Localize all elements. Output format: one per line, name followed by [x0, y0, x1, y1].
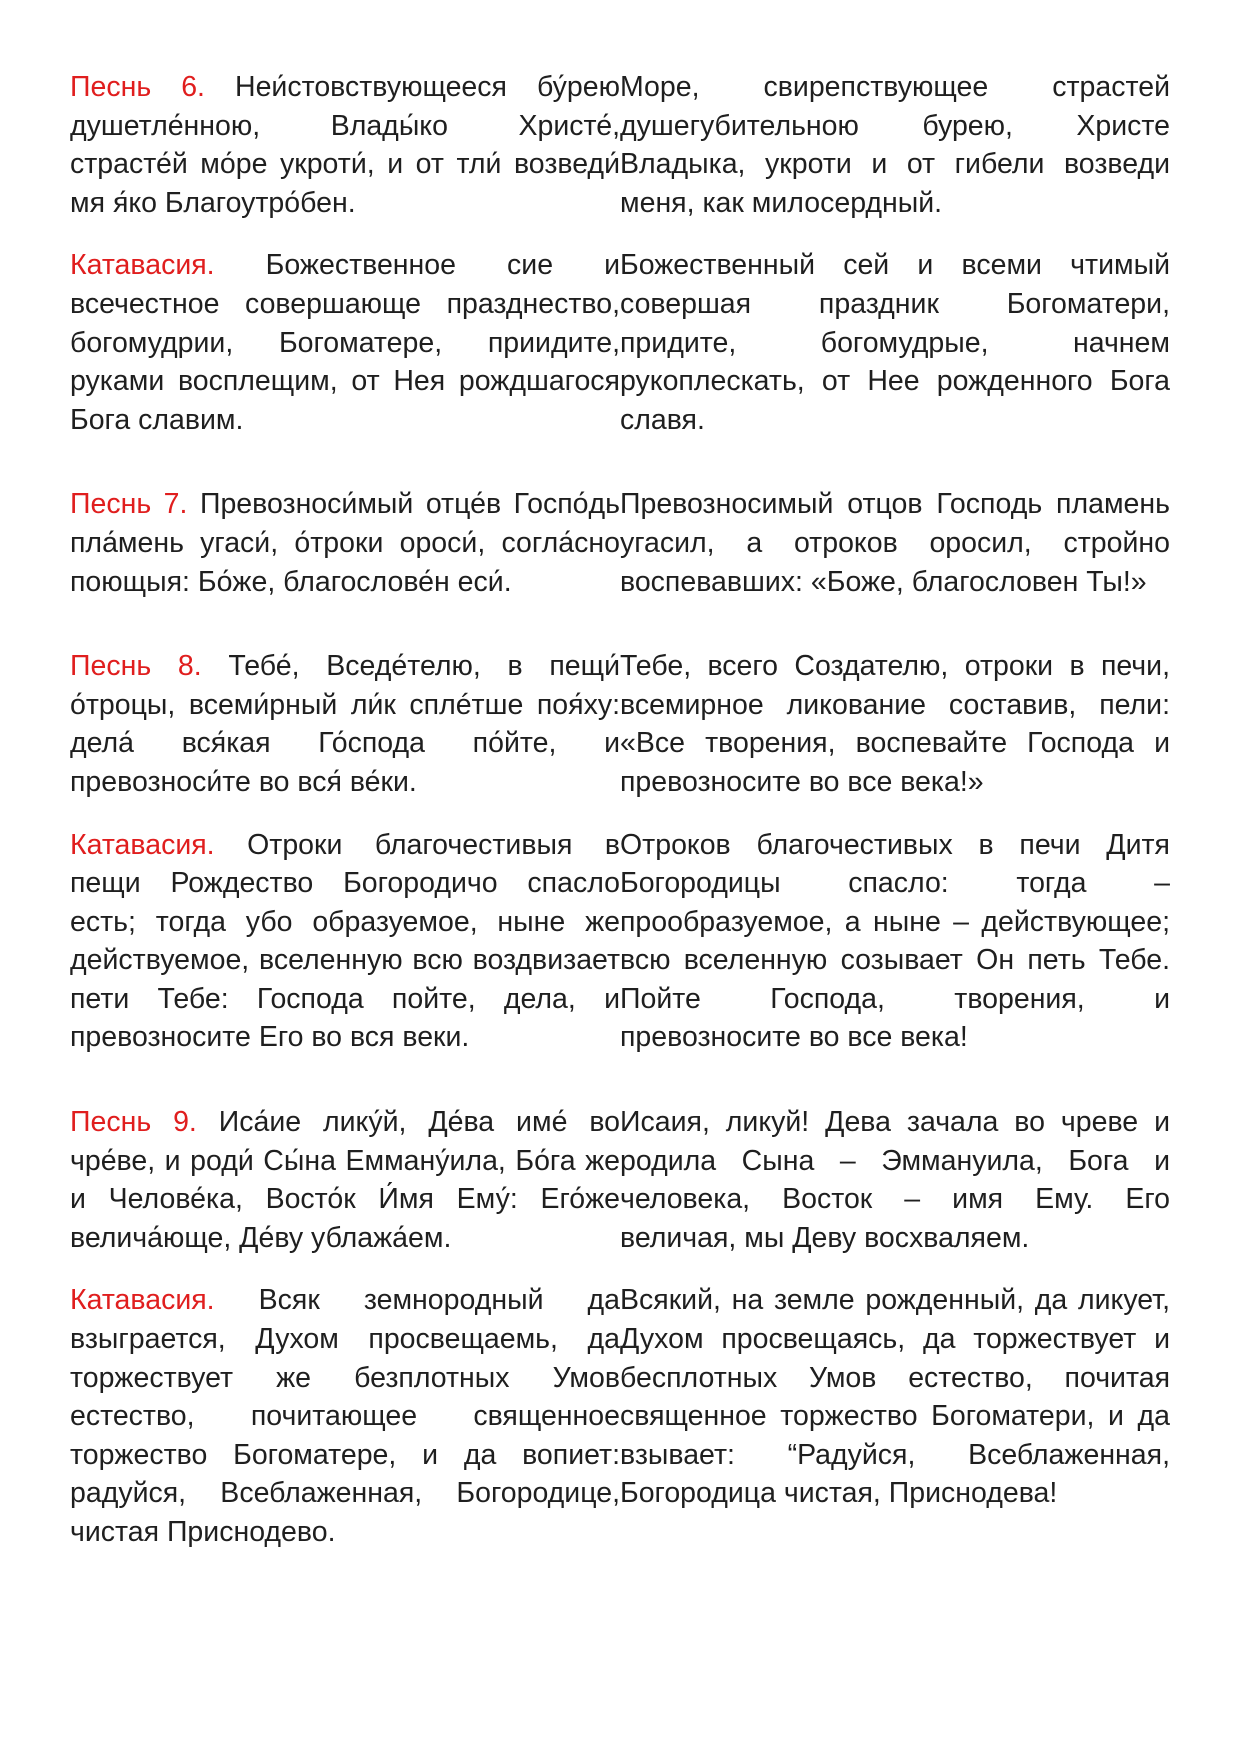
russian-translation: Море, свирепствующее страстей душегубительною бурею, Христе Владыка, укроти и от гибели возведи меня, как милосердный.: [620, 71, 1170, 219]
church-slavonic-body: Неи́стовствующееся бу́рею душетле́нною, Влады́ко Христе́, страсте́й мо́ре укроти́, и от тли́ возведи́ мя я́ко Благоутро́бен.: [70, 71, 621, 219]
russian-translation: Отроков благочестивых в печи Дитя Богородицы спасло: тогда – прообразуемое, а ныне – действующее; всю вселенную созывает Он петь Тебе. Пойте Господа, творения, и превозносите во все века!: [620, 828, 1170, 1054]
church-slavonic-body: Тебе́, Вседе́телю, в пещи́ о́троцы, всеми́рный ли́к сплéтше поя́ху: дела́ вся́кая Го́спода по́йте, и превозноси́те во вся́ ве́ки.: [70, 650, 621, 798]
section-row-ode-8: [70, 647, 1170, 801]
spacer: [70, 439, 1170, 485]
section-row-ode-7: [70, 485, 1170, 601]
church-slavonic-body: Отроки благочестивыя в пещи Рождество Богородичо спасло есть; тогда убо образуемое, ныне же действуемое, вселенную всю воздвизает пети Тебе: Господа пойте, дела, и превозносите Его во вся веки.: [70, 828, 620, 1054]
russian-translation: Превозносимый отцов Господь пламень угасил, а отроков оросил, стройно воспевавших: «Боже, благословен Ты!»: [620, 488, 1170, 598]
section-row-katavasia-8: [70, 826, 1170, 1058]
church-slavonic-body: Превозноси́мый отце́в Госпо́дь пла́мень угаси́, о́троки ороси́, согла́сно поющыя: Бо́же, благослове́н еси́.: [70, 488, 621, 598]
church-slavonic-text: [70, 1281, 620, 1551]
katavasia-marker: Катавасия.: [70, 828, 215, 861]
spacer: [70, 601, 1170, 647]
church-slavonic-text: [70, 246, 620, 439]
ode-marker: Песнь 7.: [70, 488, 188, 521]
russian-translation: Исаия, ликуй! Дева зачала во чреве и родила Сына – Эммануила, Бога и человека, Восток – имя Ему. Его величая, мы Деву восхваляем.: [620, 1106, 1170, 1254]
section-row-katavasia-6: [70, 246, 1170, 439]
katavasia-marker: Катавасия.: [70, 1284, 215, 1317]
spacer: [70, 802, 1170, 826]
church-slavonic-text: [70, 68, 620, 222]
spacer: [70, 1257, 1170, 1281]
church-slavonic-body: Иса́ие лику́й, Де́ва име́ во чре́ве, и роди́ Сы́на Емману́ила, Бо́га же и Челове́ка, Восто́к И́мя Ему́: Его́же велича́юще, Де́ву ублажа́ем.: [70, 1106, 620, 1254]
section-row-ode-9: [70, 1103, 1170, 1257]
spacer: [70, 222, 1170, 246]
katavasia-marker: Катавасия.: [70, 249, 215, 282]
spacer: [70, 1057, 1170, 1103]
church-slavonic-text: [70, 1103, 620, 1257]
ode-marker: Песнь 6.: [70, 71, 205, 103]
ode-marker: Песнь 9.: [70, 1106, 197, 1139]
ode-marker: Песнь 8.: [70, 650, 202, 683]
section-row-ode-6: [70, 68, 1170, 222]
church-slavonic-text: [70, 647, 620, 801]
church-slavonic-body: Всяк земнородный да взыграется, Духом просвещаемь, да торжествует же безплотных Умов естество, почитающее священное торжество Богоматере, и да вопиет: радуйся, Всеблаженная, Богородице, чистая Приснодево.: [70, 1284, 621, 1548]
russian-translation: Всякий, на земле рожденный, да ликует, Духом просвещаясь, да торжествует и бесплотных Умов естество, почитая священное торжество Богоматери, и да взывает: “Радуйся, Всеблаженная, Богородица чистая, Приснодева!: [620, 1284, 1170, 1510]
hymn-text-page: [70, 68, 1170, 1552]
church-slavonic-text: [70, 485, 620, 601]
russian-translation: Божественный сей и всеми чтимый совершая праздник Богоматери, придите, богомудрые, начнем рукоплескать, от Нее рожденного Бога славя.: [620, 249, 1170, 436]
church-slavonic-text: [70, 826, 620, 1058]
church-slavonic-body: Божественное сие и всечестное совершающе празднество, богомудрии, Богоматере, приидите, руками восплещим, от Нея рождшагося Бога славим.: [70, 249, 621, 436]
russian-translation: Тебе, всего Создателю, отроки в печи, всемирное ликование составив, пели: «Все творения, воспевайте Господа и превозносите во все века!»: [620, 650, 1170, 798]
section-row-katavasia-9: [70, 1281, 1170, 1551]
